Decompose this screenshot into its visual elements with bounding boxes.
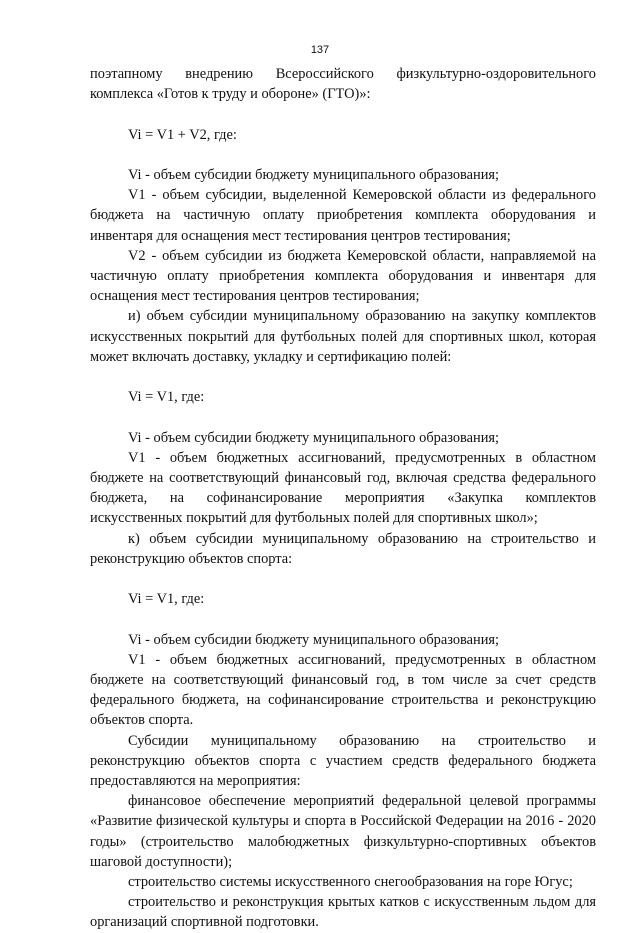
paragraph: V1 - объем бюджетных ассигнований, предусмотренных в областном бюджете на соответствующий финансовый год, в том числе за счет средств федерального бюджета, на софинансирование строительства и реконструкцию объектов спорта.	[90, 651, 596, 729]
paragraph: строительство и реконструкция крытых катков с искусственным льдом для организаций спортивной подготовки.	[90, 894, 596, 931]
paragraph: V1 - объем субсидии, выделенной Кемеровской области из федерального бюджета на частичную оплату приобретения комплекта оборудования и инвентаря для оснащения мест тестирования центров тестирования;	[90, 187, 596, 244]
formula: Vi = V1, где:	[128, 591, 205, 608]
paragraph: строительство системы искусственного снегообразования на горе Югус;	[128, 874, 573, 891]
formula: Vi = V1 + V2, где:	[128, 126, 237, 143]
paragraph: Vi - объем субсидии бюджету муниципального образования;	[128, 166, 500, 183]
paragraph: Vi - объем субсидии бюджету муниципального образования;	[128, 631, 500, 648]
formula: Vi = V1, где:	[128, 389, 205, 406]
paragraph: V2 - объем субсидии из бюджета Кемеровской области, направляемой на частичную оплату приобретения комплекта оборудования и инвентаря для оснащения мест тестирования центров тестирования;	[90, 247, 596, 305]
paragraph: поэтапному внедрению Всероссийского физкультурно-оздоровительного комплекса «Готов к труду и обороне» (ГТО)»:	[90, 66, 596, 103]
paragraph: и) объем субсидии муниципальному образованию на закупку комплектов искусственных покрытий для футбольных полей для спортивных школ, которая может включать доставку, укладку и сертификацию полей:	[90, 308, 596, 365]
paragraph: финансовое обеспечение мероприятий федеральной целевой программы «Развитие физической культуры и спорта в Российской Федерации на 2016 - 2020 годы» (строительство малобюджетных физкультурно-спортивных объектов шаговой доступности);	[90, 793, 596, 870]
paragraph: Субсидии муниципальному образованию на строительство и реконструкцию объектов спорта с участием средств федерального бюджета предоставляются на мероприятия:	[90, 732, 596, 790]
paragraph: к) объем субсидии муниципальному образованию на строительство и реконструкцию объектов спорта:	[90, 530, 596, 567]
page-number: 137	[310, 44, 330, 56]
paragraph: V1 - объем бюджетных ассигнований, предусмотренных в областном бюджете на соответствующий финансовый год, включая средства федерального бюджета, на софинансирование мероприятия «Закупка комплектов искусственных покрытий для футбольных полей для спортивных школ»;	[90, 449, 596, 527]
document-body	[90, 64, 596, 933]
paragraph: Vi - объем субсидии бюджету муниципального образования;	[128, 429, 500, 446]
